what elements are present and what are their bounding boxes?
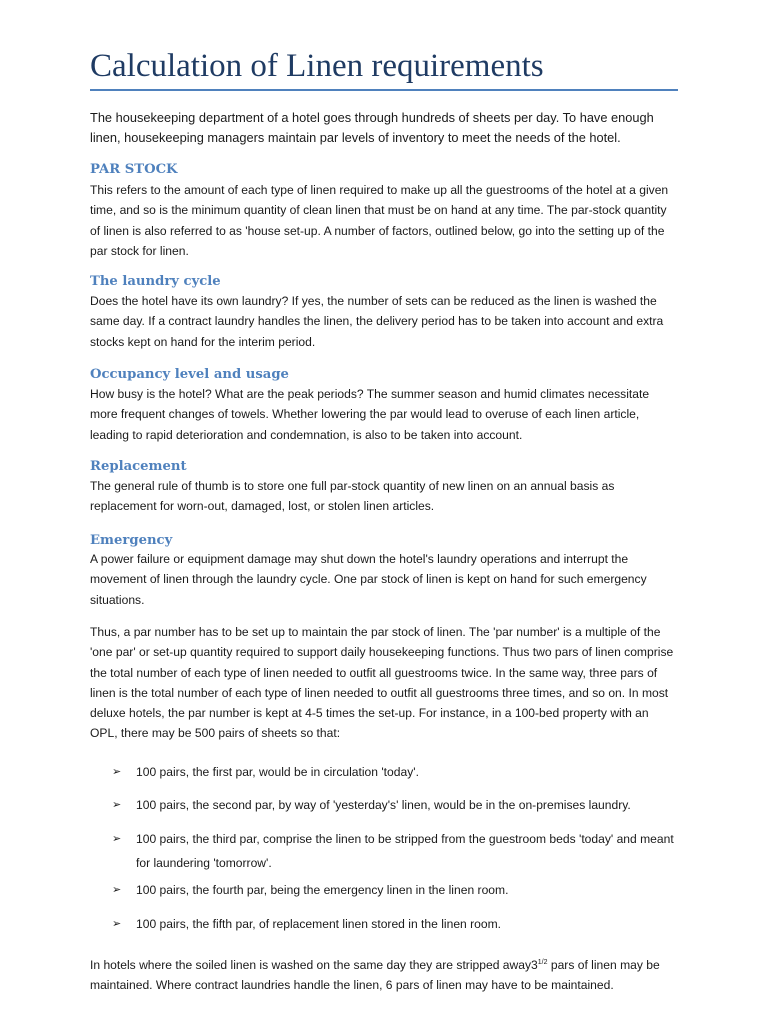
list-item-text: 100 pairs, the fifth par, of replacement linen stored in the linen room. [136, 917, 502, 931]
arrow-bullet-icon: ➢ [112, 918, 122, 930]
closing-text-start: In hotels where the soiled linen is washed on the same day they are stripped away3 [90, 958, 538, 972]
arrow-bullet-icon: ➢ [112, 799, 122, 811]
paragraph-laundry-cycle: Does the hotel have its own laundry? If yes, the number of sets can be reduced as the linen is washed the same day. If a contract laundry handles the linen, the delivery period has to be taken into account and extra stocks kept on hand for the interim period. [90, 294, 664, 349]
heading-replacement: Replacement [90, 459, 187, 474]
paragraph-par-stock: This refers to the amount of each type of linen required to make up all the guestrooms of the hotel at a given time, and so is the minimum quantity of clean linen that must be on hand at any time. The par-stock quantity of linen is also referred to as 'house set-up. A number of factors, outlined below, go into the setting up of the par stock for linen. [90, 183, 669, 258]
intro-paragraph: The housekeeping department of a hotel goes through hundreds of sheets per day. To have enough linen, housekeeping managers maintain par levels of inventory to meet the needs of the hotel. [90, 110, 654, 145]
list-item [112, 760, 678, 784]
heading-par-stock: PAR STOCK [90, 162, 178, 177]
paragraph-emergency: A power failure or equipment damage may shut down the hotel's laundry operations and interrupt the movement of linen through the laundry cycle. One par stock of linen is kept on hand for such emergency situations. [90, 552, 647, 607]
list-item-text: 100 pairs, the second par, by way of 'yesterday's' linen, would be in the on-premises laundry. [136, 798, 631, 812]
document-title: Calculation of Linen requirements [90, 48, 544, 84]
paragraph-par-number: Thus, a par number has to be set up to maintain the par stock of linen. The 'par number' is a multiple of the 'one par' or set-up quantity required to support daily housekeeping functions. Thus two pars of linen comprise the total number of each type of linen needed to outfit all guestrooms twice. In the same way, three pars of linen is the total number of each type of linen needed to outfit all guestrooms three times, and so on. In most deluxe hotels, the par number is kept at 4-5 times the set-up. For instance, in a 100-bed property with an OPL, there may be 500 pairs of sheets so that: [90, 625, 674, 741]
arrow-bullet-icon: ➢ [112, 833, 122, 845]
fraction-superscript: 1/2 [537, 958, 548, 966]
closing-paragraph [90, 955, 678, 996]
list-item-text: 100 pairs, the fourth par, being the emergency linen in the linen room. [136, 883, 509, 897]
list-item [112, 793, 678, 817]
list-item-text: 100 pairs, the third par, comprise the linen to be stripped from the guestroom beds 'today' and meant for laundering 'tomorrow'. [136, 832, 674, 870]
arrow-bullet-icon: ➢ [112, 766, 122, 778]
list-item [112, 912, 678, 936]
closing-text-end: pars of linen may be maintained. Where contract laundries handle the linen, 6 pars of linen may have to be maintained. [90, 958, 660, 993]
arrow-bullet-icon: ➢ [112, 884, 122, 896]
list-item-text: 100 pairs, the first par, would be in circulation 'today'. [136, 765, 419, 779]
list-item [112, 827, 678, 875]
list-item [112, 878, 678, 902]
paragraph-occupancy-level: How busy is the hotel? What are the peak periods? The summer season and humid climates necessitate more frequent changes of towels. Whether lowering the par would lead to overuse of each linen article, leading to rapid deterioration and condemnation, is also to be taken into account. [90, 387, 650, 442]
paragraph-replacement: The general rule of thumb is to store one full par-stock quantity of new linen on an annual basis as replacement for worn-out, damaged, lost, or stolen linen articles. [90, 479, 615, 514]
heading-emergency: Emergency [90, 533, 173, 548]
heading-occupancy-level: Occupancy level and usage [90, 367, 289, 382]
heading-laundry-cycle: The laundry cycle [90, 274, 221, 289]
title-underline [90, 89, 678, 91]
